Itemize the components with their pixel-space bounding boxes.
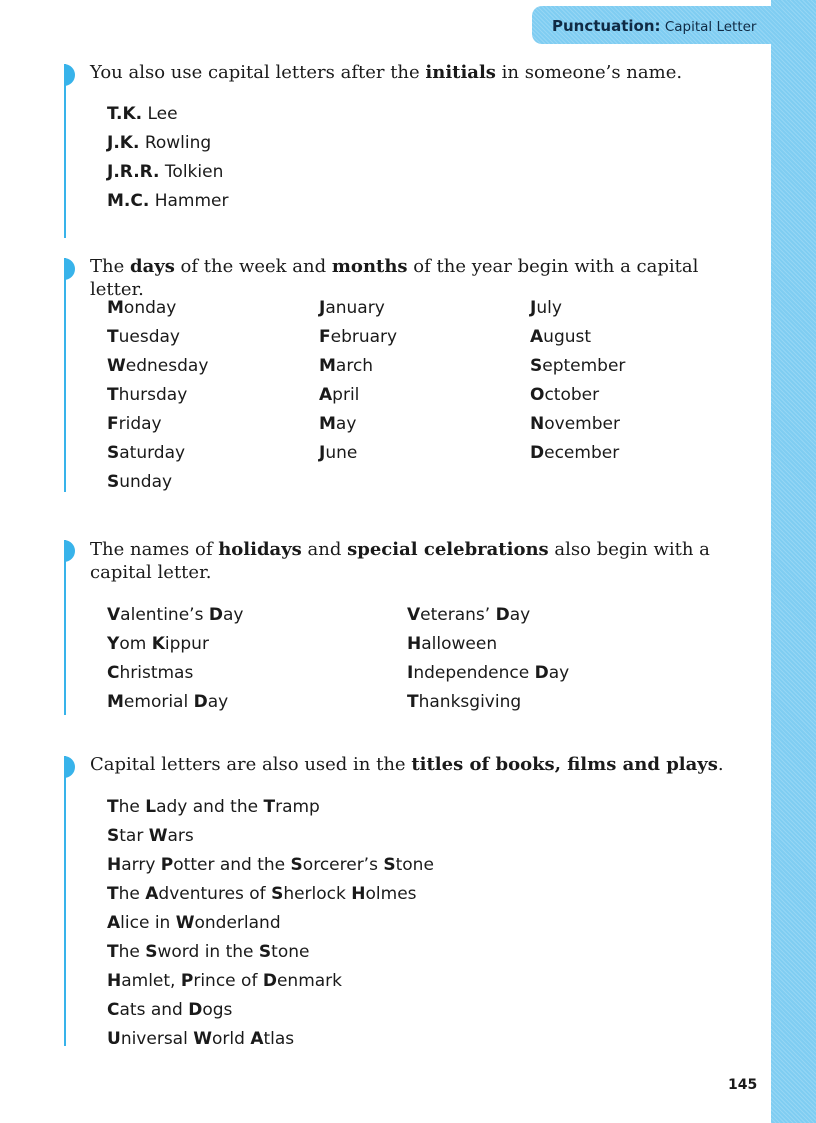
section-intro: Capital letters are also used in the titles of books, films and plays. xyxy=(90,754,724,775)
section-rule xyxy=(64,258,66,492)
list-item: Christmas xyxy=(107,663,194,683)
section-marker xyxy=(64,540,75,562)
list-item: J.K. Rowling xyxy=(107,133,212,153)
section-rule xyxy=(64,540,66,715)
list-item: Hamlet, Prince of Denmark xyxy=(107,971,343,991)
section-rule xyxy=(64,64,66,238)
list-item: Valentine’s Day xyxy=(107,605,244,625)
list-item: Thanksgiving xyxy=(407,692,522,712)
list-item: Star Wars xyxy=(107,826,194,846)
list-item: September xyxy=(530,356,626,376)
page-number: 145 xyxy=(728,1077,758,1093)
list-item: May xyxy=(319,414,357,434)
list-item: Yom Kippur xyxy=(107,634,209,654)
list-item: Monday xyxy=(107,298,177,318)
list-item: March xyxy=(319,356,374,376)
list-item: The Lady and the Tramp xyxy=(107,797,320,817)
list-item: Veterans’ Day xyxy=(407,605,531,625)
section-intro: The days of the week and months of the year begin with a capital letter. xyxy=(90,256,699,300)
list-item: January xyxy=(319,298,385,318)
list-item: October xyxy=(530,385,600,405)
list-item: Friday xyxy=(107,414,162,434)
header-subtopic: Capital Letter xyxy=(664,19,757,35)
list-item: Independence Day xyxy=(407,663,570,683)
list-item: February xyxy=(319,327,398,347)
header-topic: Punctuation: xyxy=(552,17,661,35)
list-item: Universal World Atlas xyxy=(107,1029,295,1049)
list-item: Halloween xyxy=(407,634,498,654)
section-intro: The names of holidays and special celebrations also begin with a capital letter. xyxy=(90,539,710,583)
list-item: M.C. Hammer xyxy=(107,191,229,211)
list-item: Alice in Wonderland xyxy=(107,913,281,933)
section-rule xyxy=(64,756,66,1046)
list-item: July xyxy=(530,298,562,318)
list-item: T.K. Lee xyxy=(107,104,178,124)
list-item: December xyxy=(530,443,620,463)
side-color-band xyxy=(771,0,816,1123)
list-item: August xyxy=(530,327,592,347)
list-item: The Adventures of Sherlock Holmes xyxy=(107,884,417,904)
section-marker xyxy=(64,756,75,778)
list-item: Saturday xyxy=(107,443,186,463)
list-item: Wednesday xyxy=(107,356,209,376)
section-intro: You also use capital letters after the initials in someone’s name. xyxy=(90,62,683,83)
list-item: June xyxy=(319,443,358,463)
list-item: Memorial Day xyxy=(107,692,229,712)
list-item: J.R.R. Tolkien xyxy=(107,162,224,182)
list-item: Thursday xyxy=(107,385,188,405)
list-item: Harry Potter and the Sorcerer’s Stone xyxy=(107,855,434,875)
list-item: April xyxy=(319,385,360,405)
list-item: Tuesday xyxy=(107,327,180,347)
section-marker xyxy=(64,64,75,86)
list-item: The Sword in the Stone xyxy=(107,942,310,962)
list-item: November xyxy=(530,414,620,434)
list-item: Sunday xyxy=(107,472,173,492)
list-item: Cats and Dogs xyxy=(107,1000,233,1020)
section-marker xyxy=(64,258,75,280)
header-title xyxy=(552,17,756,35)
